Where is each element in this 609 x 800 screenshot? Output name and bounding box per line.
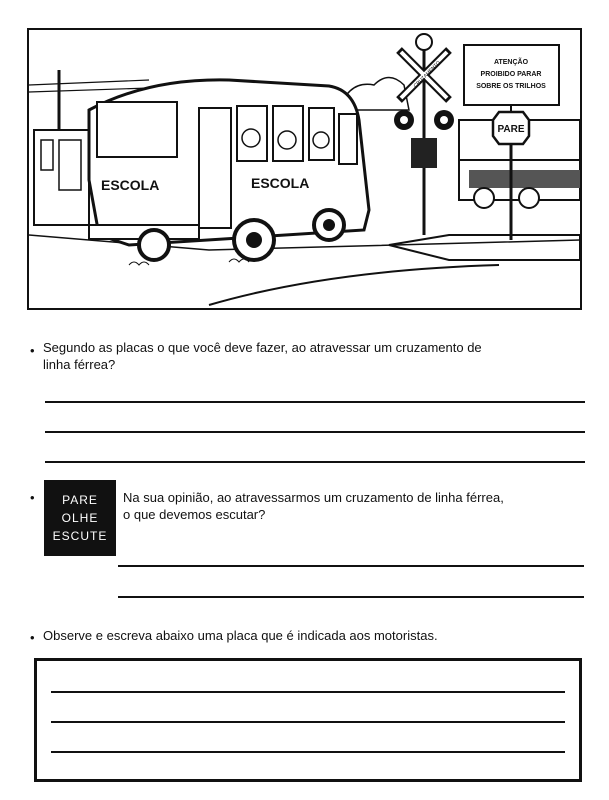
illustration-school-bus-railroad [27, 28, 582, 310]
answer3-line[interactable] [51, 691, 565, 693]
bus-label-side: ESCOLA [251, 175, 310, 191]
answer3-box[interactable] [34, 658, 582, 782]
question2-bullet: • [30, 490, 35, 505]
answer2-line[interactable] [118, 565, 584, 567]
railroad-crossing-signal [394, 34, 454, 235]
answer1-line[interactable] [45, 461, 585, 463]
crossbuck-text: CRUZAMENTO [412, 60, 442, 90]
warning-sign-line-3: SOBRE OS TRILHOS [476, 83, 546, 90]
answer3-line[interactable] [51, 751, 565, 753]
question3-text: Observe e escreva abaixo uma placa que é indicada aos motoristas. [43, 628, 438, 643]
answer1-line[interactable] [45, 401, 585, 403]
question1-line1: Segundo as placas o que você deve fazer, ao atravessar um cruzamento de [43, 340, 482, 355]
question1-text [43, 339, 482, 373]
bus-label-back: ESCOLA [101, 177, 160, 193]
question2-line1: Na sua opinião, ao atravessarmos um cruzamento de linha férrea, [123, 490, 504, 505]
school-bus [89, 80, 369, 260]
sign-line-escute: ESCUTE [52, 529, 108, 543]
school-bus-crossing-drawing [29, 30, 580, 308]
answer2-line[interactable] [118, 596, 584, 598]
warning-sign-line-2: PROIBIDO PARAR [480, 71, 542, 78]
question1-line2: linha férrea? [43, 357, 116, 372]
pare-olhe-escute-sign [44, 480, 116, 556]
warning-sign-line-1: ATENÇÃO [493, 59, 529, 66]
question1-bullet: • [30, 343, 35, 358]
sign-line-olhe: OLHE [61, 511, 99, 525]
sign-line-pare: PARE [62, 493, 98, 507]
left-vehicle [34, 130, 89, 225]
answer3-line[interactable] [51, 721, 565, 723]
question2-line2: o que devemos escutar? [123, 507, 266, 522]
answer1-line[interactable] [45, 431, 585, 433]
curb [389, 235, 580, 260]
question3-bullet: • [30, 630, 35, 645]
pare-sign-text: PARE [497, 124, 525, 135]
question2-text [123, 489, 504, 523]
